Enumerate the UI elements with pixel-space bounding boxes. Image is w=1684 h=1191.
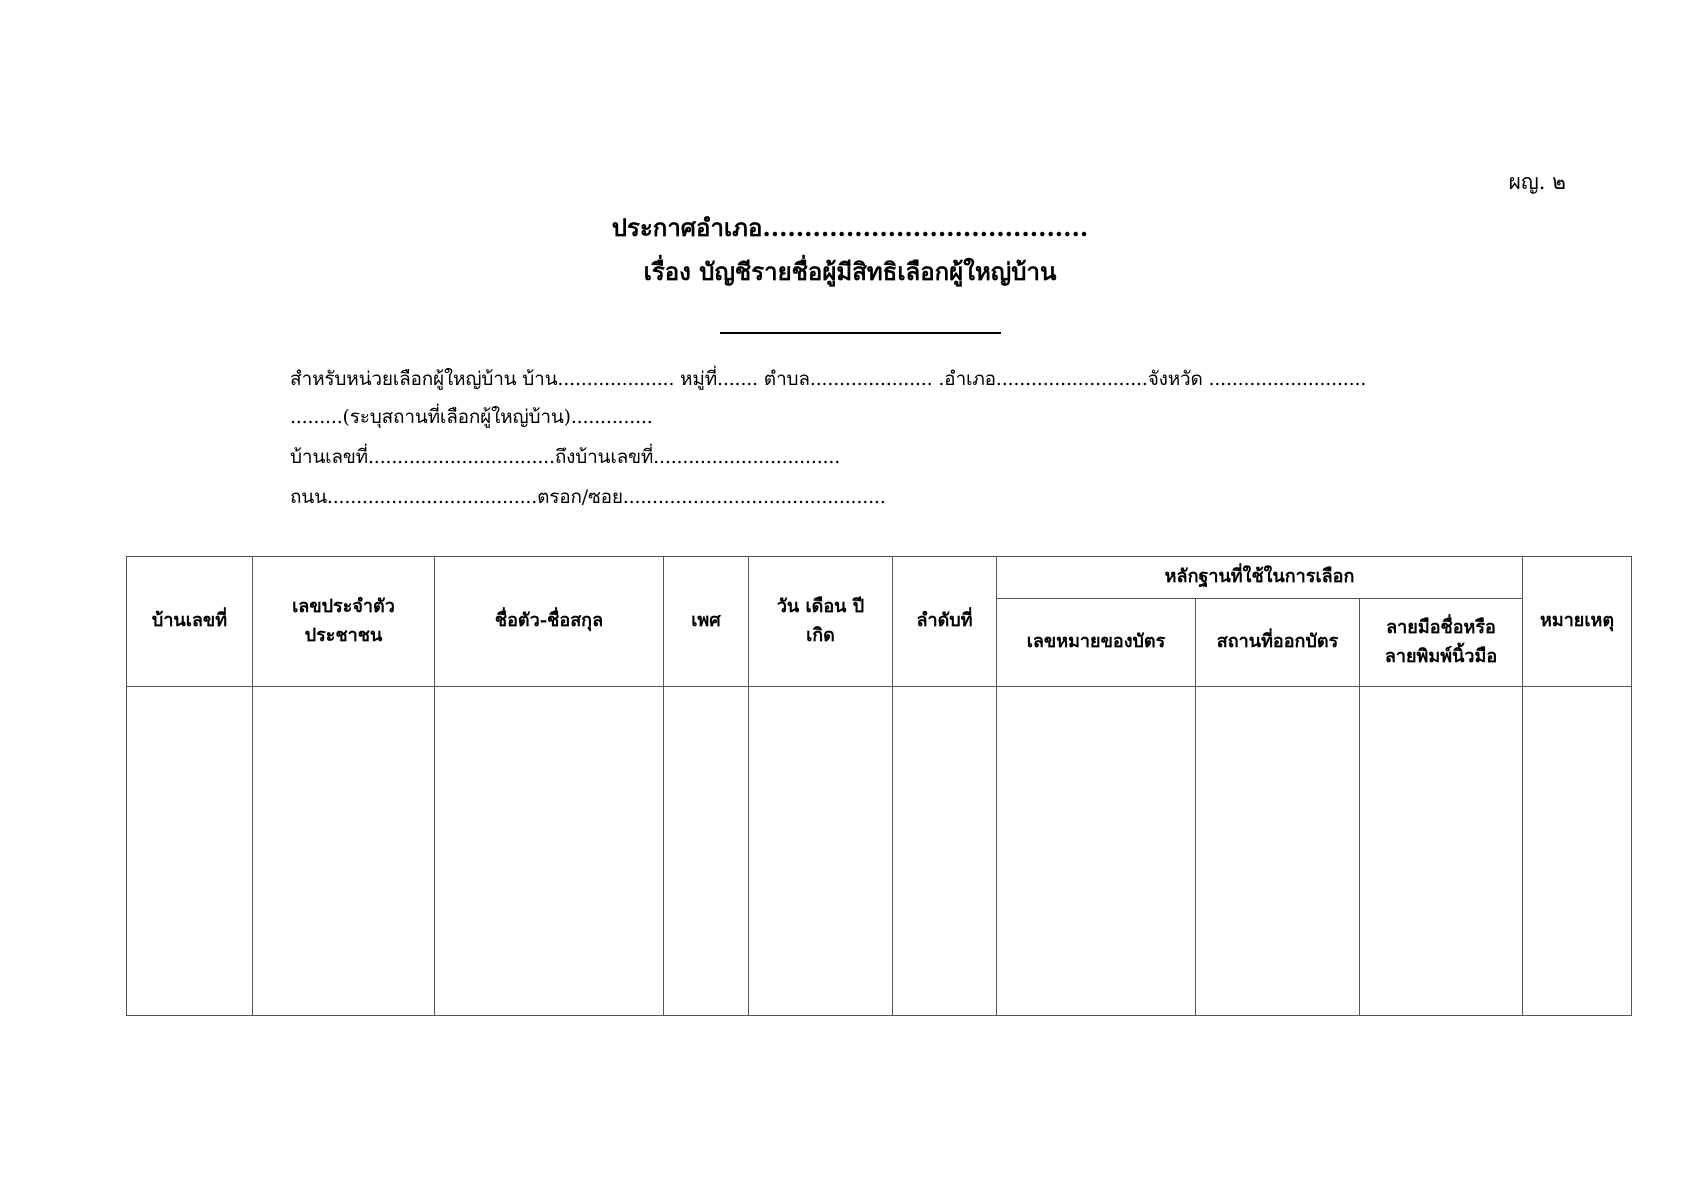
header-evidence-group: หลักฐานที่ใช้ในการเลือก xyxy=(997,557,1523,599)
cell-signature[interactable] xyxy=(1360,687,1523,1016)
cell-date-of-birth[interactable] xyxy=(749,687,893,1016)
form-code: ผญ. ๒ xyxy=(1508,170,1566,194)
header-signature: ลายมือชื่อหรือ ลายพิมพ์นิ้วมือ xyxy=(1360,599,1523,687)
header-full-name: ชื่อตัว-ชื่อสกุล xyxy=(435,557,664,687)
cell-house-no[interactable] xyxy=(127,687,253,1016)
info-line-road: ถนน....................................ตรอก/ซอย............................................. xyxy=(290,486,886,508)
cell-sex[interactable] xyxy=(664,687,749,1016)
cell-remark[interactable] xyxy=(1523,687,1632,1016)
header-date-of-birth: วัน เดือน ปี เกิด xyxy=(749,557,893,687)
header-card-number: เลขหมายของบัตร xyxy=(997,599,1196,687)
header-house-no: บ้านเลขที่ xyxy=(127,557,253,687)
voter-list-table xyxy=(126,556,1632,1016)
info-line-house-range: บ้านเลขที่................................ถึงบ้านเลขที่................................ xyxy=(290,446,841,468)
table-header-row xyxy=(127,557,1632,599)
header-sex: เพศ xyxy=(664,557,749,687)
cell-card-number[interactable] xyxy=(997,687,1196,1016)
cell-issue-place[interactable] xyxy=(1196,687,1360,1016)
table-row xyxy=(127,687,1632,1016)
header-issue-place: สถานที่ออกบัตร xyxy=(1196,599,1360,687)
announcement-title: ประกาศอำเภอ....................................... xyxy=(611,213,1089,242)
header-remark: หมายเหตุ xyxy=(1523,557,1632,687)
info-line-unit: สำหรับหน่วยเลือกผู้ใหญ่บ้าน บ้าน.................... หมู่ที่....... ตำบล..................... .อำเภอ..........................จังหวัด ........................... xyxy=(290,368,1367,390)
title-underline xyxy=(720,332,1001,334)
cell-order-no[interactable] xyxy=(893,687,997,1016)
header-order-no: ลำดับที่ xyxy=(893,557,997,687)
subject-title: เรื่อง บัญชีรายชื่อผู้มีสิทธิเลือกผู้ใหญ่บ้าน xyxy=(643,257,1057,286)
cell-full-name[interactable] xyxy=(435,687,664,1016)
cell-citizen-id[interactable] xyxy=(253,687,435,1016)
info-line-location: .........(ระบุสถานที่เลือกผู้ใหญ่บ้าน).............. xyxy=(290,406,653,428)
header-citizen-id: เลขประจำตัว ประชาชน xyxy=(253,557,435,687)
